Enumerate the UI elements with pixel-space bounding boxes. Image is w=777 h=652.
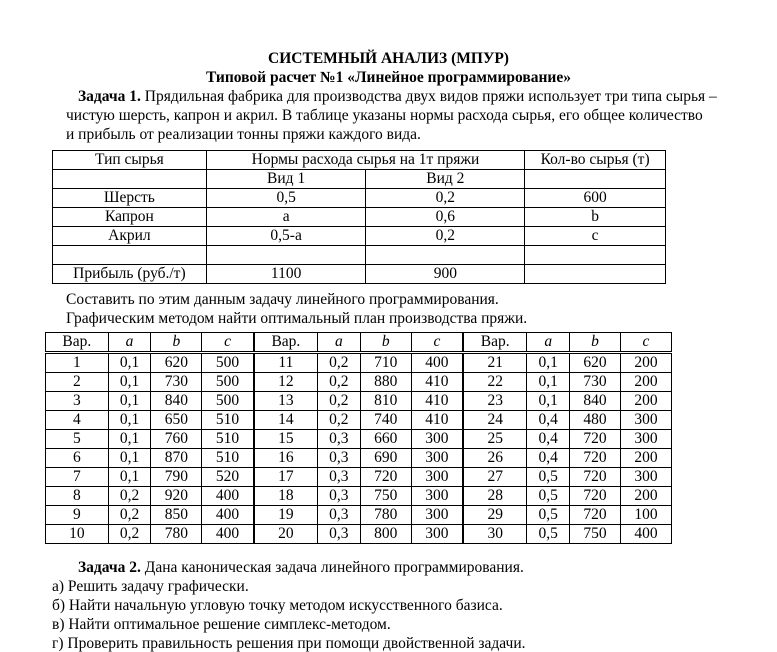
table-row: [46, 449, 672, 468]
table-row: [46, 411, 672, 430]
header-label: Вар.: [271, 333, 301, 350]
table-cell: 23: [463, 392, 527, 411]
table-cell: 400: [202, 487, 254, 506]
table-cell: 200: [620, 487, 671, 506]
table-cell: 4: [46, 411, 109, 430]
header-label: a: [544, 333, 553, 350]
table-cell: 29: [463, 506, 527, 525]
table-cell: 0,3: [317, 525, 360, 544]
header-label: b: [591, 333, 599, 350]
header-label: a: [125, 333, 134, 350]
table-cell: 300: [411, 525, 463, 544]
table-cell: 840: [570, 392, 621, 411]
table-cell: 0,1: [108, 373, 151, 392]
header-cell: [463, 333, 527, 353]
table-cell: 0,2: [317, 373, 360, 392]
header-label: b: [172, 333, 181, 350]
table-row: [53, 265, 666, 284]
table-cell: 880: [360, 373, 411, 392]
task2-item: б) Найти начальную угловую точку методом искусственного базиса.: [52, 597, 503, 614]
instruction-line: Графическим методом найти оптимальный план производства пряжи.: [66, 310, 528, 327]
table-cell: 0,4: [527, 449, 570, 468]
task1-label: Задача 1.: [78, 88, 141, 105]
table-cell: Прибыль (руб./т): [53, 265, 207, 284]
table-cell: Капрон: [53, 208, 207, 227]
empty-cell: [525, 170, 666, 189]
table-cell: 0,1: [108, 392, 151, 411]
table-cell: 6: [46, 449, 109, 468]
empty-cell: [53, 170, 207, 189]
table-cell: 0,3: [317, 506, 360, 525]
table-cell: 620: [570, 353, 621, 373]
variants-table: [45, 332, 672, 544]
table-cell: 0,2: [317, 392, 360, 411]
table-row: [46, 506, 672, 525]
table-cell: 500: [202, 392, 254, 411]
table-cell: 7: [46, 468, 109, 487]
table-cell: [366, 246, 525, 265]
table-cell: 9: [46, 506, 109, 525]
table-cell: 19: [254, 506, 318, 525]
table-cell: 500: [202, 373, 254, 392]
table-cell: 780: [360, 506, 411, 525]
table-cell: [525, 246, 666, 265]
table-row: [46, 353, 672, 373]
table-cell: 25: [463, 430, 527, 449]
task1-line: и прибыль от реализации тонны пряжи каждого вида.: [66, 126, 421, 143]
table-cell: c: [525, 227, 666, 246]
table-cell: 660: [360, 430, 411, 449]
table-cell: 300: [411, 506, 463, 525]
table-row: [53, 208, 666, 227]
table-cell: 0,5: [527, 487, 570, 506]
table-cell: b: [525, 208, 666, 227]
table-row: [46, 468, 672, 487]
table-cell: 18: [254, 487, 318, 506]
table-cell: 2: [46, 373, 109, 392]
task2-item: а) Решить задачу графически.: [52, 578, 249, 595]
header-cell: [317, 333, 360, 353]
table-cell: 500: [202, 353, 254, 373]
table-cell: 13: [254, 392, 318, 411]
table-cell: Акрил: [53, 227, 207, 246]
table-row: [46, 373, 672, 392]
table-cell: 1: [46, 353, 109, 373]
header-cell: Вид 2: [366, 170, 525, 189]
table-row: [53, 246, 666, 265]
task1-line: чистую шерсть, капрон и акрил. В таблице указаны нормы расхода сырья, его общее количество: [66, 107, 703, 124]
header-label: b: [381, 333, 390, 350]
header-label: Вар.: [62, 333, 92, 350]
table-cell: 400: [202, 525, 254, 544]
table-cell: 300: [620, 411, 671, 430]
table-cell: 720: [570, 430, 621, 449]
table-cell: 870: [151, 449, 202, 468]
header-cell: Кол-во сырья (т): [525, 151, 666, 170]
table-cell: 0,2: [108, 525, 151, 544]
table-cell: 0,3: [317, 487, 360, 506]
table-cell: 0,2: [108, 506, 151, 525]
table-cell: 400: [202, 506, 254, 525]
table-cell: 0,5-a: [206, 227, 366, 246]
table-cell: 720: [570, 506, 621, 525]
table-cell: 0,1: [108, 468, 151, 487]
table-cell: 840: [151, 392, 202, 411]
table-cell: 400: [620, 525, 671, 544]
table-cell: 300: [411, 468, 463, 487]
table-cell: [53, 246, 207, 265]
table-row: [53, 227, 666, 246]
header-cell: Тип сырья: [53, 151, 207, 170]
table-cell: 0,4: [527, 411, 570, 430]
table-cell: 0,5: [206, 189, 366, 208]
table-cell: 510: [202, 411, 254, 430]
table-cell: 300: [620, 430, 671, 449]
table-cell: 0,5: [527, 506, 570, 525]
table-row: [46, 392, 672, 411]
table-cell: 0,2: [366, 189, 525, 208]
table-cell: 410: [411, 411, 463, 430]
table-cell: 100: [620, 506, 671, 525]
table-cell: 410: [411, 392, 463, 411]
table-cell: 730: [570, 373, 621, 392]
table-cell: 200: [620, 373, 671, 392]
norms-table: [52, 150, 666, 284]
table-cell: 300: [411, 449, 463, 468]
table-cell: 26: [463, 449, 527, 468]
header-cell: [108, 333, 151, 353]
table-cell: 200: [620, 449, 671, 468]
task2-item: г) Проверить правильность решения при помощи двойственной задачи.: [52, 635, 526, 652]
header-cell: [360, 333, 411, 353]
table-cell: 300: [620, 468, 671, 487]
table-cell: 690: [360, 449, 411, 468]
table-cell: 1100: [206, 265, 366, 284]
task2-label: Задача 2.: [78, 559, 141, 576]
table-cell: 12: [254, 373, 318, 392]
table-cell: 410: [411, 373, 463, 392]
table-cell: 24: [463, 411, 527, 430]
table-cell: 810: [360, 392, 411, 411]
table-cell: 0,1: [527, 392, 570, 411]
table-cell: 27: [463, 468, 527, 487]
table-cell: 0,2: [317, 353, 360, 373]
header-cell: [411, 333, 463, 353]
table-row: [46, 430, 672, 449]
table-cell: 780: [151, 525, 202, 544]
task2-text: Дана каноническая задача линейного программирования.: [144, 559, 524, 576]
table-cell: 17: [254, 468, 318, 487]
task1-text: Прядильная фабрика для производства двух видов пряжи использует три типа сырья –: [144, 88, 717, 105]
table-cell: 600: [525, 189, 666, 208]
table-cell: 5: [46, 430, 109, 449]
table-cell: 0,1: [108, 430, 151, 449]
table-cell: 14: [254, 411, 318, 430]
table-cell: 720: [570, 449, 621, 468]
header-cell: [202, 333, 254, 353]
table-cell: 300: [411, 487, 463, 506]
header-label: c: [224, 333, 231, 350]
table-cell: 10: [46, 525, 109, 544]
header-cell: Нормы расхода сырья на 1т пряжи: [206, 151, 524, 170]
table-cell: 510: [202, 449, 254, 468]
table-cell: 0,1: [108, 449, 151, 468]
task2-line: [78, 558, 524, 577]
table-cell: a: [206, 208, 366, 227]
table-cell: 30: [463, 525, 527, 544]
task2-item: в) Найти оптимальное решение симплекс-методом.: [52, 616, 391, 633]
table-cell: 790: [151, 468, 202, 487]
table-cell: 300: [411, 430, 463, 449]
table-cell: 0,1: [527, 353, 570, 373]
table-cell: 850: [151, 506, 202, 525]
header-row: [46, 333, 672, 353]
table-cell: 480: [570, 411, 621, 430]
table-cell: 730: [151, 373, 202, 392]
header-cell: [254, 333, 318, 353]
table-cell: 8: [46, 487, 109, 506]
table-cell: 0,6: [366, 208, 525, 227]
header-label: c: [642, 333, 650, 350]
table-cell: 760: [151, 430, 202, 449]
table-cell: 720: [360, 468, 411, 487]
table-cell: 11: [254, 353, 318, 373]
table-cell: 750: [570, 525, 621, 544]
table-cell: 920: [151, 487, 202, 506]
table-cell: 0,4: [527, 430, 570, 449]
table-cell: 22: [463, 373, 527, 392]
doc-subtitle: Типовой расчет №1 «Линейное программирование»: [205, 69, 571, 86]
table-cell: [206, 246, 366, 265]
table-cell: 620: [151, 353, 202, 373]
table-cell: 0,1: [527, 373, 570, 392]
table-cell: 20: [254, 525, 318, 544]
table-cell: 510: [202, 430, 254, 449]
table-cell: 200: [620, 392, 671, 411]
table-cell: Шерсть: [53, 189, 207, 208]
table-cell: [525, 265, 666, 284]
table-cell: 650: [151, 411, 202, 430]
table-cell: 0,1: [108, 353, 151, 373]
table-cell: 400: [411, 353, 463, 373]
table-row: [53, 189, 666, 208]
header-cell: Вид 1: [206, 170, 366, 189]
table-cell: 0,1: [108, 411, 151, 430]
header-label: c: [433, 333, 441, 350]
table-cell: 800: [360, 525, 411, 544]
header-cell: [46, 333, 109, 353]
table-cell: 21: [463, 353, 527, 373]
header-cell: [620, 333, 671, 353]
table-row: [46, 525, 672, 544]
header-cell: [151, 333, 202, 353]
table-cell: 740: [360, 411, 411, 430]
table-cell: 0,5: [527, 468, 570, 487]
table-cell: 16: [254, 449, 318, 468]
instruction-line: Составить по этим данным задачу линейного программирования.: [66, 291, 499, 308]
header-cell: [570, 333, 621, 353]
table-row: [46, 487, 672, 506]
table-cell: 720: [570, 487, 621, 506]
table-cell: 15: [254, 430, 318, 449]
table-cell: 0,2: [108, 487, 151, 506]
table-cell: 0,3: [317, 468, 360, 487]
table-cell: 520: [202, 468, 254, 487]
table-cell: 28: [463, 487, 527, 506]
header-cell: [527, 333, 570, 353]
table-cell: 0,3: [317, 449, 360, 468]
table-cell: 0,5: [527, 525, 570, 544]
table-cell: 3: [46, 392, 109, 411]
table-cell: 720: [570, 468, 621, 487]
table-cell: 750: [360, 487, 411, 506]
task1-line: [78, 87, 717, 106]
table-cell: 200: [620, 353, 671, 373]
table-cell: 0,2: [366, 227, 525, 246]
table-cell: 0,2: [317, 411, 360, 430]
doc-title: СИСТЕМНЫЙ АНАЛИЗ (МПУР): [268, 50, 509, 67]
table-cell: 900: [366, 265, 525, 284]
header-label: a: [334, 333, 343, 350]
table-cell: 710: [360, 353, 411, 373]
header-label: Вар.: [480, 333, 510, 350]
table-cell: 0,3: [317, 430, 360, 449]
